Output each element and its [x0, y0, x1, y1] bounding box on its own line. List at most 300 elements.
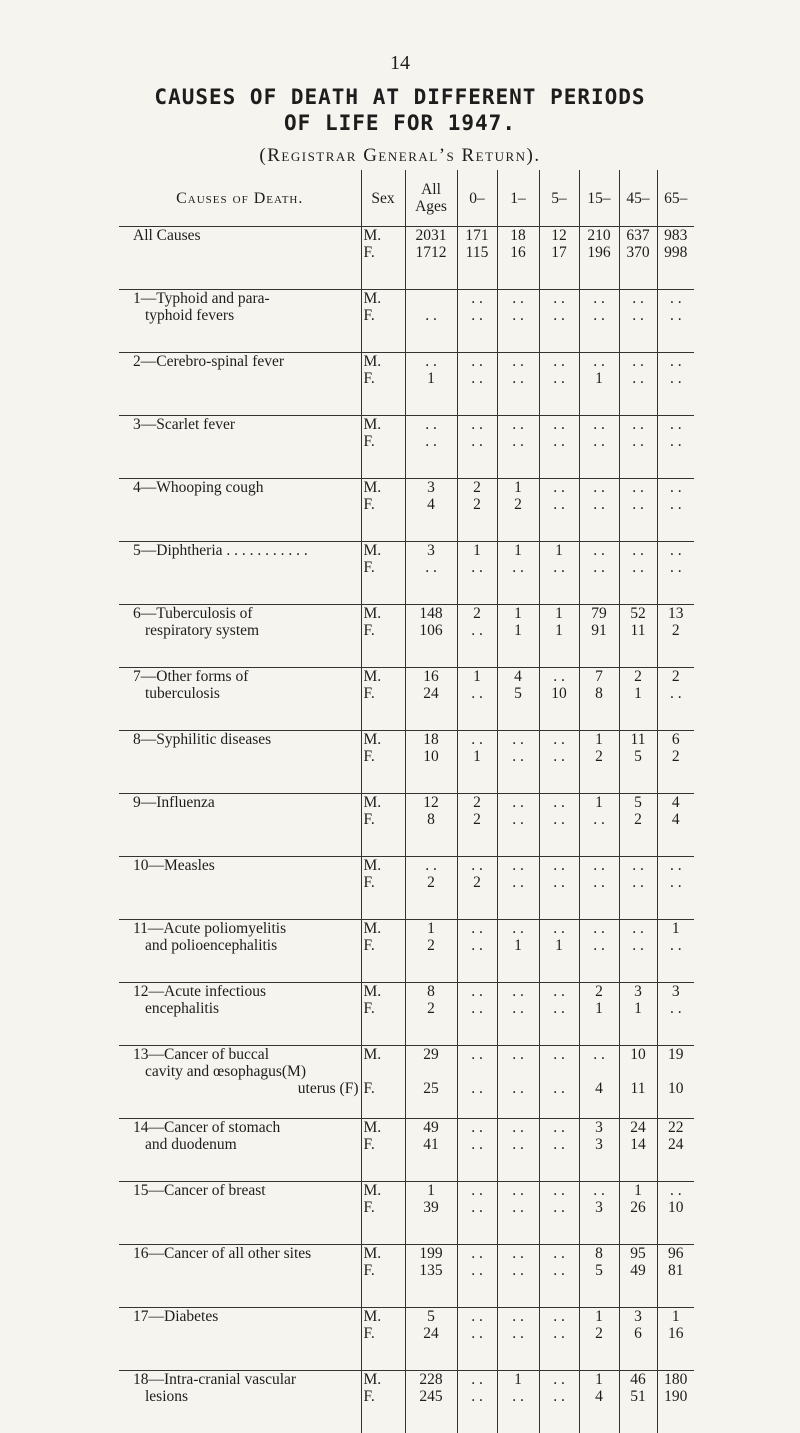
value-text: . .: [580, 937, 619, 954]
table-row: [119, 353, 694, 416]
cause-text: 5—Diphtheria . . . . . . . . . . .: [133, 542, 361, 559]
cause-cell: [119, 920, 361, 983]
value-cell: [579, 1245, 619, 1308]
value-text: . .: [658, 433, 695, 450]
value-text: . .: [580, 496, 619, 513]
sex-text: F.: [364, 685, 405, 702]
value-cell: [657, 1245, 694, 1308]
value-text: 8: [580, 1245, 619, 1262]
value-text: 1: [658, 1308, 695, 1325]
sex-text: F.: [364, 1262, 405, 1279]
value-text: . .: [458, 1080, 497, 1097]
value-cell: [657, 227, 694, 290]
cause-cell: [119, 1371, 361, 1433]
value-text: 3: [580, 1119, 619, 1136]
value-text: 39: [406, 1199, 457, 1216]
value-cell: [457, 794, 497, 857]
table-row: [119, 542, 694, 605]
value-text: . .: [658, 685, 695, 702]
value-text: 11: [620, 731, 657, 748]
value-cell: [405, 731, 457, 794]
value-text: . .: [458, 1199, 497, 1216]
value-cell: [405, 1371, 457, 1433]
value-text: 8: [580, 685, 619, 702]
value-text: . .: [620, 370, 657, 387]
document-subtitle: (Registrar General’s Return).: [0, 145, 800, 167]
sex-text: M.: [364, 353, 405, 370]
value-cell: [579, 857, 619, 920]
value-text: . .: [620, 874, 657, 891]
value-text: . .: [498, 1199, 539, 1216]
value-cell: [539, 353, 579, 416]
header-age-4: 1–: [497, 170, 539, 227]
cause-text: encephalitis: [133, 1000, 361, 1017]
value-cell: [497, 605, 539, 668]
sex-text: F.: [364, 244, 405, 261]
value-text: . .: [658, 479, 695, 496]
value-text: 24: [620, 1119, 657, 1136]
value-cell: [539, 227, 579, 290]
value-text: . .: [540, 920, 579, 937]
value-text: . .: [580, 1182, 619, 1199]
value-text: . .: [458, 857, 497, 874]
value-text: . .: [458, 1136, 497, 1153]
sex-cell: [361, 605, 405, 668]
value-text: . .: [540, 1371, 579, 1388]
table-row: [119, 1245, 694, 1308]
sex-cell: [361, 1371, 405, 1433]
header-sex: Sex: [361, 170, 405, 227]
value-text: 12: [406, 794, 457, 811]
value-text: . .: [580, 416, 619, 433]
value-cell: [579, 1119, 619, 1182]
value-text: 2: [580, 983, 619, 1000]
value-text: 1: [498, 622, 539, 639]
value-text: 5: [580, 1262, 619, 1279]
value-text: . .: [406, 559, 457, 576]
header-age-5: 5–: [539, 170, 579, 227]
value-text: 1: [658, 920, 695, 937]
value-text: 1: [406, 370, 457, 387]
value-cell: [579, 227, 619, 290]
value-cell: [457, 290, 497, 353]
value-cell: [405, 227, 457, 290]
sex-cell: [361, 1119, 405, 1182]
value-text: . .: [498, 559, 539, 576]
value-text: 1712: [406, 244, 457, 261]
value-cell: [457, 857, 497, 920]
value-cell: [497, 857, 539, 920]
value-text: . .: [540, 731, 579, 748]
value-text: . .: [498, 874, 539, 891]
value-cell: [657, 983, 694, 1046]
value-text: . .: [498, 416, 539, 433]
value-cell: [457, 1371, 497, 1433]
value-text: . .: [458, 622, 497, 639]
value-cell: [539, 605, 579, 668]
value-text: 4: [498, 668, 539, 685]
value-text: 10: [620, 1046, 657, 1063]
cause-text: 15—Cancer of breast: [133, 1182, 361, 1199]
value-text: . .: [498, 290, 539, 307]
value-text: . .: [658, 370, 695, 387]
value-cell: [619, 920, 657, 983]
value-text: 1: [498, 605, 539, 622]
value-text: . .: [498, 307, 539, 324]
value-text: . .: [620, 542, 657, 559]
value-text: 148: [406, 605, 457, 622]
sex-text: F.: [364, 1136, 405, 1153]
sex-text: F.: [364, 937, 405, 954]
value-text: . .: [458, 937, 497, 954]
value-cell: [539, 794, 579, 857]
value-text: 16: [498, 244, 539, 261]
value-text: . .: [498, 1262, 539, 1279]
header-age-6: 15–: [579, 170, 619, 227]
sex-cell: [361, 857, 405, 920]
sex-text: F.: [364, 1000, 405, 1017]
cause-text: [133, 1262, 361, 1279]
cause-cell: [119, 668, 361, 731]
value-cell: [497, 920, 539, 983]
value-text: 2031: [406, 227, 457, 244]
header-cause: Causes of Death.: [119, 170, 361, 227]
value-cell: [539, 1245, 579, 1308]
value-text: 2: [458, 811, 497, 828]
sex-text: M.: [364, 1046, 405, 1063]
value-text: 1: [498, 479, 539, 496]
value-text: . .: [620, 496, 657, 513]
value-text: . .: [580, 920, 619, 937]
value-text: . .: [540, 857, 579, 874]
value-cell: [405, 605, 457, 668]
value-text: 5: [498, 685, 539, 702]
value-text: 1: [620, 1000, 657, 1017]
cause-text: typhoid fevers: [133, 307, 361, 324]
value-cell: [457, 920, 497, 983]
cause-text: 6—Tuberculosis of: [133, 605, 361, 622]
value-text: . .: [580, 874, 619, 891]
value-cell: [497, 668, 539, 731]
value-text: . .: [498, 794, 539, 811]
sex-cell: [361, 542, 405, 605]
value-text: . .: [540, 1046, 579, 1063]
value-text: . .: [498, 983, 539, 1000]
value-text: . .: [458, 559, 497, 576]
value-text: 1: [580, 1371, 619, 1388]
cause-cell: [119, 290, 361, 353]
cause-text: All Causes: [133, 227, 361, 244]
value-text: . .: [658, 1182, 695, 1199]
value-text: 4: [580, 1080, 619, 1097]
value-text: . .: [498, 748, 539, 765]
value-text: . .: [498, 1245, 539, 1262]
cause-cell: [119, 983, 361, 1046]
value-cell: [457, 1119, 497, 1182]
value-text: 4: [580, 1388, 619, 1405]
value-cell: [457, 605, 497, 668]
sex-text: [364, 1063, 405, 1080]
value-text: 1: [580, 370, 619, 387]
value-text: 18: [498, 227, 539, 244]
value-cell: [457, 731, 497, 794]
value-text: . .: [658, 496, 695, 513]
value-text: 983: [658, 227, 695, 244]
value-text: . .: [458, 1245, 497, 1262]
value-text: 1: [458, 748, 497, 765]
value-text: . .: [458, 1046, 497, 1063]
cause-text: 4—Whooping cough: [133, 479, 361, 496]
value-cell: [497, 1046, 539, 1119]
value-cell: [619, 1371, 657, 1433]
value-text: . .: [620, 290, 657, 307]
value-text: 3: [658, 983, 695, 1000]
value-cell: [497, 542, 539, 605]
table-row: [119, 479, 694, 542]
value-cell: [405, 1245, 457, 1308]
value-text: . .: [620, 857, 657, 874]
value-text: . .: [458, 416, 497, 433]
sex-text: M.: [364, 857, 405, 874]
value-text: 12: [540, 227, 579, 244]
value-text: . .: [498, 857, 539, 874]
value-cell: [497, 1119, 539, 1182]
value-cell: [579, 353, 619, 416]
cause-text: 18—Intra-cranial vascular: [133, 1371, 361, 1388]
cause-cell: [119, 605, 361, 668]
cause-text: cavity and œsophagus(M): [133, 1063, 361, 1080]
value-text: . .: [406, 353, 457, 370]
value-cell: [657, 1308, 694, 1371]
header-age-2: All Ages: [405, 170, 457, 227]
value-cell: [619, 1245, 657, 1308]
value-text: . .: [540, 370, 579, 387]
value-text: 3: [406, 479, 457, 496]
value-cell: [497, 227, 539, 290]
cause-cell: [119, 857, 361, 920]
value-text: . .: [540, 1119, 579, 1136]
value-cell: [539, 290, 579, 353]
value-text: . .: [620, 920, 657, 937]
value-cell: [539, 983, 579, 1046]
value-cell: [457, 668, 497, 731]
title-line-2: OF LIFE FOR 1947.: [0, 110, 800, 136]
value-text: . .: [620, 416, 657, 433]
value-text: 7: [580, 668, 619, 685]
value-cell: [619, 794, 657, 857]
value-text: . .: [620, 433, 657, 450]
value-text: . .: [540, 353, 579, 370]
value-text: . .: [580, 433, 619, 450]
value-cell: [457, 1046, 497, 1119]
value-text: . .: [540, 496, 579, 513]
value-text: 8: [406, 983, 457, 1000]
value-text: 3: [580, 1199, 619, 1216]
cause-text: 7—Other forms of: [133, 668, 361, 685]
cause-cell: [119, 1119, 361, 1182]
value-text: 4: [658, 794, 695, 811]
value-text: . .: [458, 1388, 497, 1405]
cause-text: uterus (F): [133, 1080, 361, 1097]
value-cell: [657, 353, 694, 416]
value-cell: [619, 605, 657, 668]
value-cell: [497, 1371, 539, 1433]
value-cell: [657, 1119, 694, 1182]
value-cell: [579, 1182, 619, 1245]
cause-text: [133, 1325, 361, 1342]
value-text: 2: [406, 937, 457, 954]
value-text: 96: [658, 1245, 695, 1262]
value-cell: [579, 668, 619, 731]
value-text: . .: [458, 920, 497, 937]
value-cell: [497, 416, 539, 479]
value-cell: [579, 416, 619, 479]
value-text: . .: [458, 290, 497, 307]
table-row: [119, 290, 694, 353]
value-text: 2: [620, 668, 657, 685]
value-text: . .: [580, 353, 619, 370]
cause-text: [133, 496, 361, 513]
value-cell: [657, 1046, 694, 1119]
cause-text: respiratory system: [133, 622, 361, 639]
cause-text: [133, 370, 361, 387]
value-cell: [579, 605, 619, 668]
value-cell: [539, 1371, 579, 1433]
value-text: 637: [620, 227, 657, 244]
value-text: . .: [540, 416, 579, 433]
value-cell: [619, 479, 657, 542]
value-text: 135: [406, 1262, 457, 1279]
value-text: . .: [458, 433, 497, 450]
value-text: 2: [498, 496, 539, 513]
value-cell: [497, 1245, 539, 1308]
table-row: [119, 857, 694, 920]
cause-text: [133, 748, 361, 765]
sex-cell: [361, 794, 405, 857]
value-text: . .: [580, 857, 619, 874]
value-cell: [539, 731, 579, 794]
value-text: . .: [658, 874, 695, 891]
value-cell: [539, 416, 579, 479]
value-cell: [457, 416, 497, 479]
value-text: 2: [458, 794, 497, 811]
value-text: 1: [498, 542, 539, 559]
value-text: 115: [458, 244, 497, 261]
value-cell: [619, 416, 657, 479]
value-cell: [497, 353, 539, 416]
value-text: 81: [658, 1262, 695, 1279]
value-text: 14: [620, 1136, 657, 1153]
cause-cell: [119, 1308, 361, 1371]
value-cell: [579, 731, 619, 794]
value-text: 26: [620, 1199, 657, 1216]
sex-text: F.: [364, 433, 405, 450]
value-text: 228: [406, 1371, 457, 1388]
value-text: 1: [458, 542, 497, 559]
value-text: . .: [580, 290, 619, 307]
sex-text: F.: [364, 307, 405, 324]
value-text: 370: [620, 244, 657, 261]
value-text: [406, 290, 457, 307]
value-cell: [405, 1308, 457, 1371]
value-text: 4: [658, 811, 695, 828]
value-text: 1: [620, 1182, 657, 1199]
value-text: . .: [540, 290, 579, 307]
cause-text: 13—Cancer of buccal: [133, 1046, 361, 1063]
value-cell: [539, 920, 579, 983]
value-text: 196: [580, 244, 619, 261]
sex-cell: [361, 290, 405, 353]
value-cell: [579, 983, 619, 1046]
value-text: . .: [458, 1371, 497, 1388]
value-text: 17: [540, 244, 579, 261]
value-text: . .: [406, 857, 457, 874]
header-age-7: 45–: [619, 170, 657, 227]
value-text: . .: [580, 811, 619, 828]
value-text: . .: [458, 307, 497, 324]
value-text: 2: [458, 874, 497, 891]
value-cell: [497, 1182, 539, 1245]
table-row: [119, 668, 694, 731]
value-text: 49: [620, 1262, 657, 1279]
table-row: [119, 605, 694, 668]
value-text: . .: [458, 370, 497, 387]
value-text: 1: [498, 1371, 539, 1388]
cause-cell: [119, 794, 361, 857]
sex-text: M.: [364, 1182, 405, 1199]
value-text: 3: [580, 1136, 619, 1153]
value-cell: [405, 1182, 457, 1245]
value-text: . .: [540, 874, 579, 891]
value-cell: [457, 479, 497, 542]
value-text: 11: [620, 1080, 657, 1097]
document-title: [0, 84, 800, 136]
value-cell: [405, 542, 457, 605]
value-text: . .: [498, 1308, 539, 1325]
value-text: 2: [658, 622, 695, 639]
sex-text: M.: [364, 1245, 405, 1262]
value-text: . .: [406, 433, 457, 450]
sex-text: F.: [364, 1388, 405, 1405]
sex-cell: [361, 983, 405, 1046]
value-text: 52: [620, 605, 657, 622]
value-text: 24: [406, 685, 457, 702]
cause-cell: [119, 542, 361, 605]
value-text: 1: [580, 794, 619, 811]
value-text: . .: [658, 937, 695, 954]
value-text: . .: [458, 983, 497, 1000]
value-cell: [657, 1371, 694, 1433]
value-text: [580, 1063, 619, 1080]
value-text: 3: [620, 983, 657, 1000]
cause-text: 11—Acute poliomyelitis: [133, 920, 361, 937]
cause-text: 3—Scarlet fever: [133, 416, 361, 433]
value-cell: [539, 1308, 579, 1371]
value-text: [458, 1063, 497, 1080]
sex-text: F.: [364, 1080, 405, 1097]
value-text: . .: [620, 559, 657, 576]
value-text: 1: [406, 1182, 457, 1199]
table-row: [119, 731, 694, 794]
cause-text: 17—Diabetes: [133, 1308, 361, 1325]
sex-cell: [361, 1308, 405, 1371]
value-cell: [579, 794, 619, 857]
table-row: [119, 227, 694, 290]
value-text: 24: [406, 1325, 457, 1342]
value-cell: [497, 290, 539, 353]
cause-text: and polioencephalitis: [133, 937, 361, 954]
cause-text: lesions: [133, 1388, 361, 1405]
